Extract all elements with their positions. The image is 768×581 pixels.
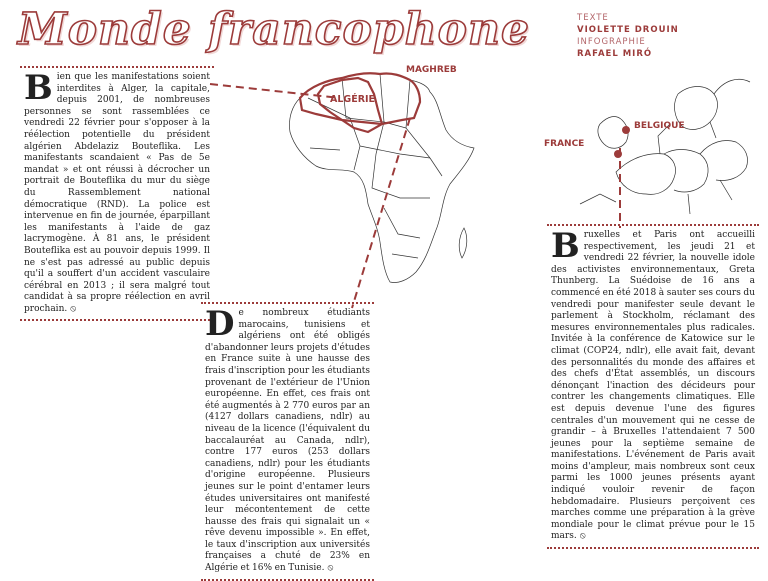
article-3-dropcap: B	[551, 226, 580, 266]
article-algerie	[24, 68, 210, 315]
france-label: FRANCE	[544, 139, 585, 149]
graphics-credit-name: RAFAEL MIRÓ	[577, 49, 653, 59]
article-etudiants	[205, 304, 370, 575]
page-title: Monde francophone	[18, 4, 530, 55]
belgium-marker	[622, 126, 630, 134]
end-icon: ⦸	[70, 303, 77, 314]
maghreb-label: MAGHREB	[406, 65, 457, 75]
africa-outline	[289, 73, 474, 282]
france-marker	[614, 150, 622, 158]
text-credit-role: TEXTE	[577, 13, 609, 23]
africa-map	[280, 58, 480, 298]
graphics-credit-role: INFOGRAPHIE	[577, 37, 646, 47]
belgique-label: BELGIQUE	[634, 121, 685, 131]
article-3-text: ruxelles et Paris ont accueilli respectivement, les jeudi 21 et vendredi 22 février, la nouvelle idole des activistes environnementaux, Greta Thunberg. La Suédoise de 16 ans a commencé en été 2018 à sauter ses cours du vendredi pour manifester seule devant le parlement à Stockholm, réclamant des mesures environnementales plus radicales. Invitée à la conférence de Katowice sur le climat (COP24, ndlr), elle avait fait, devant des personnalités du monde des affaires et des chefs d'État assemblés, un discours dénonçant l'inaction des décideurs pour contrer les changements climatiques. Elle est depuis devenue l'une des figures centrales d'un mouvement qui ne cesse de grandir – à Bruxelles l'attendaient 7 500 jeunes pour la septième semaine de manifestations. L'événement de Paris avait moins d'ampleur, mais nombreux sont ceux parmi les 1000 jeunes présents ayant indiqué vouloir revenir de façon hebdomadaire. Plusieurs perçoivent ces marches comme une préparation à la grève mondiale pour le climat prévue pour le 15 mars.	[551, 230, 755, 542]
europe-map	[544, 54, 760, 224]
article-climat	[551, 226, 755, 543]
end-icon: ⦸	[579, 531, 586, 542]
article-1-dropcap: B	[24, 68, 53, 108]
credits	[577, 12, 757, 60]
algerie-label: ALGÉRIE	[330, 94, 376, 105]
text-credit-name: VIOLETTE DROUIN	[577, 25, 679, 35]
article-2-dropcap: D	[205, 304, 235, 344]
article-2-text: e nombreux étudiants marocains, tunisiens et algériens ont été obligés d'abandonner leurs projets d'études en France suite à une hausse des frais d'inscription pour les étudiants provenant de l'extérieur de l'Union européenne. En effet, ces frais ont été augmentés à 2 770 euros par an (4127 dollars canadiens, ndlr) au niveau de la licence (l'équivalent du baccalauréat au Canada, ndlr), contre 177 euros (253 dollars canadiens, ndlr) pour les étudiants d'origine européenne. Plusieurs jeunes sur le point d'entamer leurs études universitaires ont manifesté leur mécontentement de cette hausse des frais qui signalait un « rêve devenu impossible ». En effet, le taux d'inscription aux universités françaises a chuté de 23% en Algérie et 16% en Tunisie.	[205, 308, 370, 574]
article-1-text: ien que les manifestations soient interdites à Alger, la capitale, depuis 2001, de nombreuses personnes se sont rassemblées ce vendredi 22 février pour s'opposer à la réélection potentielle du président algérien Abdelaziz Bouteflika. Les manifestants scandaient « Pas de 5e mandat » et ont réussi à décrocher un portrait de Bouteflika du mur du siège du Rassemblement national démocratique (RND). La police est intervenue en fin de journée, éparpillant les manifestants à l'aide de gaz lacrymogène. À 81 ans, le président Bouteflika est au pouvoir depuis 1999. Il ne s'est pas adressé au public depuis qu'il a souffert d'un accident vasculaire cérébral en 2013 ; il sera malgré tout candidat à sa propre réélection en avril prochain.	[24, 72, 210, 314]
end-icon: ⦸	[327, 563, 334, 574]
